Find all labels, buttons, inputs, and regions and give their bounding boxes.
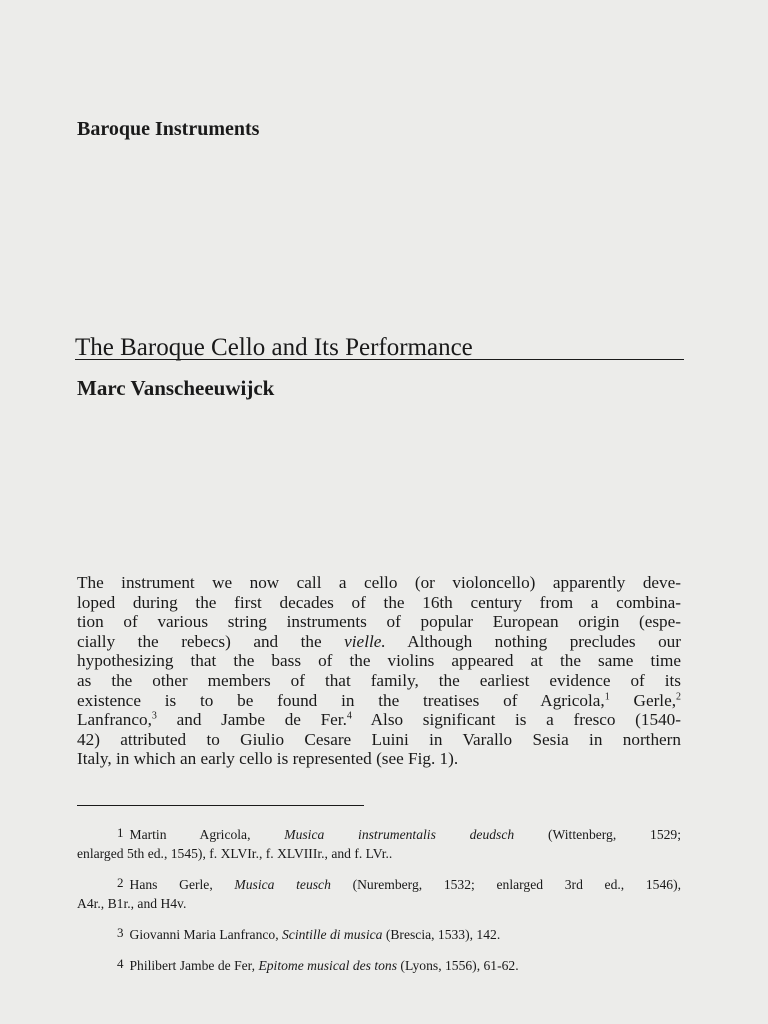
text-run: Lanfranco,	[77, 710, 152, 730]
text-run: (Nuremberg, 1532; enlarged 3rd ed., 1546),	[330, 877, 681, 892]
text-run: (Brescia, 1533), 142.	[382, 927, 501, 942]
italic-title: Musica instrumentalis deudsch	[284, 827, 515, 842]
footnote-separator	[77, 805, 364, 806]
footnote-number: 2	[117, 875, 124, 890]
footnote-line	[77, 873, 681, 894]
footnote-line: A4r., B1r., and H4v.	[77, 896, 187, 911]
footnotes	[77, 823, 681, 985]
text-run: Martin Agricola,	[129, 827, 285, 842]
body-line: hypothesizing that the bass of the violins appeared at the same time	[77, 651, 681, 671]
footnote-number: 4	[117, 956, 124, 971]
footnote-number: 3	[117, 925, 124, 940]
body-line: tion of various string instruments of popular European origin (espe-	[77, 612, 681, 632]
text-run: Gerle,	[609, 690, 676, 710]
body-line: The instrument we now call a cello (or violoncello) apparently deve-	[77, 573, 681, 592]
body-paragraph	[77, 573, 681, 769]
text-run: and Jambe de Fer.	[156, 710, 347, 730]
text-run: Although nothing precludes our	[385, 631, 681, 651]
text-run: Giovanni Maria Lanfranco,	[129, 927, 282, 942]
body-line	[77, 632, 681, 652]
footnote-ref[interactable]: 2	[676, 690, 681, 702]
footnote-line	[77, 823, 681, 844]
footnote-line	[77, 923, 681, 944]
body-line: Italy, in which an early cello is represented (see Fig. 1).	[77, 749, 459, 769]
body-line	[77, 691, 681, 711]
text-run: (Lyons, 1556), 61-62.	[397, 958, 519, 973]
italic-title: Epitome musical des tons	[258, 958, 398, 973]
body-line: 42) attributed to Giulio Cesare Luini in Varallo Sesia in northern	[77, 729, 681, 749]
footnote-line	[77, 954, 681, 975]
section-title: Baroque Instruments	[77, 118, 260, 140]
body-line: loped during the first decades of the 16th century from a combina-	[77, 592, 681, 612]
italic-title: Scintille di musica	[282, 927, 383, 942]
body-line: as the other members of that family, the earliest evidence of its	[77, 670, 681, 690]
text-run: cially the rebecs) and the	[77, 631, 345, 651]
body-line	[77, 710, 681, 730]
text-run: existence is to be found in the treatises of Agricola,	[77, 690, 605, 710]
footnote-2	[77, 873, 681, 913]
text-run: (Wittenberg, 1529;	[514, 827, 681, 842]
footnote-ref[interactable]: 1	[604, 690, 610, 702]
footnote-line: enlarged 5th ed., 1545), f. XLVIr., f. XLVIIIr., and f. LVr..	[77, 846, 393, 861]
footnote-ref[interactable]: 3	[151, 710, 157, 722]
title-underline	[75, 359, 684, 360]
footnote-1	[77, 823, 681, 863]
footnote-ref[interactable]: 4	[346, 710, 352, 722]
chapter-title: The Baroque Cello and Its Performance	[75, 334, 473, 361]
footnote-4	[77, 954, 681, 975]
text-run: Also significant is a fresco (1540-	[351, 710, 681, 730]
footnote-number: 1	[117, 825, 124, 840]
italic-term: vielle.	[344, 631, 386, 651]
text-run: Philibert Jambe de Fer,	[129, 958, 259, 973]
text-run: Hans Gerle,	[129, 877, 235, 892]
footnote-3	[77, 923, 681, 944]
author-name: Marc Vanscheeuwijck	[77, 376, 275, 400]
italic-title: Musica teusch	[234, 877, 331, 892]
